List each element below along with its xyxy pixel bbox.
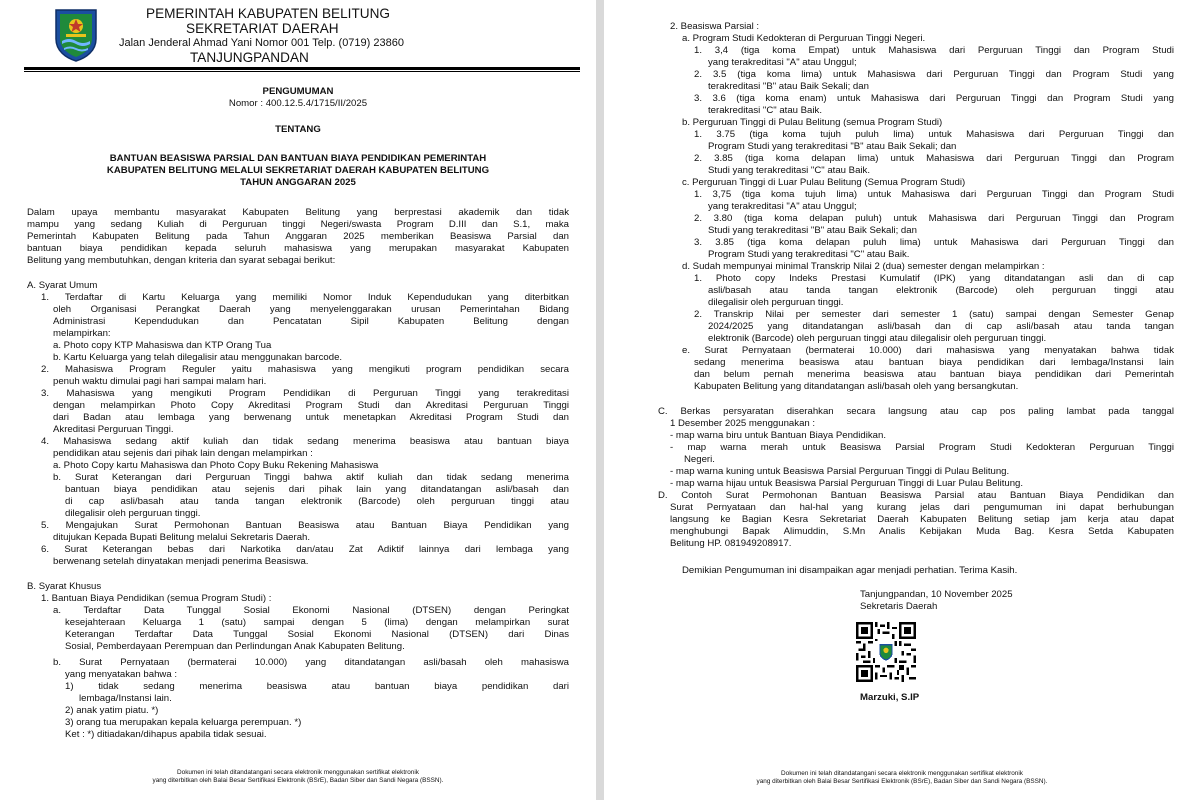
a4b-line: dilegalisir oleh perguruan tinggi. — [65, 508, 201, 519]
letterhead-address: Jalan Jenderal Ahmad Yani Nomor 001 Telp. (0719) 23860 — [119, 37, 404, 49]
a1-line: melampirkan: — [53, 328, 111, 339]
folder-blue-item: - map warna biru untuk Bantuan Biaya Pendidikan. — [670, 430, 886, 441]
a4-line: 4. Mahasiswa sedang aktif kuliah dan tidak sedang menerima beasiswa atau bantuan biaya — [41, 436, 569, 447]
b2a3-line: 3. 3.6 (tiga koma enam) untuk Mahasiswa dari Perguruan Tinggi dan Program Studi yang — [694, 93, 1174, 104]
section-d-line: menghubungi Bapak Alimuddin, S.Mn Analis Kebijakan Muda Bag. Kesra Setda Kabupaten — [670, 526, 1174, 537]
section-d-line: D. Contoh Surat Permohonan Bantuan Beasiswa Parsial atau Bantuan Biaya Pendidikan dan — [658, 490, 1174, 501]
b1a-line: a. Terdaftar Data Tunggal Sosial Ekonomi Nasional (DTSEN) dengan Peringkat — [53, 605, 569, 616]
a3-line: Akreditasi Perguruan Tinggi. — [53, 424, 174, 435]
b2d2-line: 2024/2025 yang ditandatangan asli/basah dan di cap asli/basah atau tanda tangan — [708, 321, 1174, 332]
a1b-item: b. Kartu Keluarga yang telah dilegalisir atau menggunakan barcode. — [53, 352, 343, 363]
letterhead-government: PEMERINTAH KABUPATEN BELITUNG — [146, 6, 390, 21]
intro-line: bantuan biaya pendidikan kepada seluruh mahasiswa yang merupakan masyarakat Kabupaten — [27, 243, 569, 254]
a5-line: ditujukan Kepada Bupati Belitung melalui Sekretaris Daerah. — [53, 532, 311, 543]
b2d2-line: 2. Transkrip Nilai per semester dari semester 1 (satu) sampai dengan Semester Genap — [694, 309, 1174, 320]
belitung-regency-emblem-icon — [52, 7, 100, 63]
section-b-heading: B. Syarat Khusus — [27, 581, 102, 592]
a5-line: 5. Mengajukan Surat Permohonan Bantuan Beasiswa atau Bantuan Biaya Pendidikan yang — [41, 520, 569, 531]
intro-line: mampu yang sedang Kuliah di Perguruan tinggi Negeri/swasta Program D.III dan S.1, maka — [27, 219, 569, 230]
b2d1-line: 1. Photo copy Indeks Prestasi Kumulatif (IPK) yang ditandatangan asli dan di cap — [694, 273, 1174, 284]
a6-line: berwenang setelah dinyatakan menjadi penerima Beasiswa. — [53, 556, 309, 567]
note-text: Ket : *) ditiadakan/dihapus apabila tidak sesuai. — [65, 729, 267, 740]
footer-esign-line: yang diterbitkan oleh Balai Besar Sertifikasi Elektronik (BSrE), Badan Siber dan Sandi Negara (BSSN). — [152, 777, 444, 784]
b2a2-line: terakreditasi "B" atau Baik Sekali; dan — [708, 81, 869, 92]
folder-green-item: - map warna hijau untuk Beasiswa Parsial Perguruan Tinggi di Luar Pulau Belitung. — [670, 478, 1024, 489]
a2-line: penuh waktu dimulai pagi hari sampai malam hari. — [53, 376, 267, 387]
title-line: BANTUAN BEASISWA PARSIAL DAN BANTUAN BIAYA PENDIDIKAN PEMERINTAH — [109, 153, 487, 164]
b2d1-line: dilegalisir oleh perguruan tinggi. — [708, 297, 844, 308]
b1-heading: 1. Bantuan Biaya Pendidikan (semua Program Studi) : — [41, 593, 272, 604]
a4b-line: b. Surat Keterangan dari Perguruan Tinggi bahwa aktif kuliah dan tidak sedang menerima — [53, 472, 569, 483]
b2c3-line: Program Studi yang terakreditasi "C" atau Baik. — [708, 249, 910, 260]
title-line: KABUPATEN BELITUNG MELALUI SEKRETARIAT DAERAH KABUPATEN BELITUNG — [106, 165, 490, 176]
section-a-heading: A. Syarat Umum — [27, 280, 98, 291]
b1b1-line: 1) tidak sedang menerima beasiswa atau bantuan biaya pendidikan dari — [65, 681, 569, 692]
announcement-heading: PENGUMUMAN — [262, 86, 334, 97]
letterhead-rule-thin — [24, 71, 580, 72]
b1b-line: b. Surat Pernyataan (bermaterai 10.000) yang ditandatangan asli/basah oleh mahasiswa — [53, 657, 569, 668]
b2a3-line: terakreditasi "C" atau Baik. — [708, 105, 822, 116]
b2d2-line: elektronik (Barcode) oleh perguruan tinggi atau dilegalisir oleh perguruan tinggi. — [708, 333, 1047, 344]
footer-esign-line: Dokumen ini telah ditandatangani secara elektronik menggunakan sertifikat elektronik — [177, 769, 419, 776]
b2d1-line: asli/basah atau tanda tangan elektronik (Barcode) oleh perguruan tinggi atau — [708, 285, 1174, 296]
folder-red-item: - map warna merah untuk Beasiswa Parsial Program Studi Kedokteran Perguruan Tinggi — [670, 442, 1174, 453]
a3-line: 3. Mahasiswa yang mengikuti Program Pendidikan di Perguruan Tinggi yang terakreditasi — [41, 388, 569, 399]
document-page-left — [0, 0, 596, 800]
announcement-tentang: TENTANG — [275, 124, 321, 135]
closing-statement: Demikian Pengumuman ini disampaikan agar menjadi perhatian. Terima Kasih. — [682, 565, 1018, 576]
b2b-heading: b. Perguruan Tinggi di Pulau Belitung (semua Program Studi) — [682, 117, 943, 128]
b2a1-line: 1. 3,4 (tiga koma Empat) untuk Mahasiswa dari Perguruan Tinggi dan Program Studi — [694, 45, 1174, 56]
footer-esign-line: yang diterbitkan oleh Balai Besar Sertifikasi Elektronik (BSrE), Badan Siber dan Sandi Negara (BSSN). — [756, 778, 1048, 785]
a4b-line: di cap asli/basah atau tanda tangan elektronik (Barcode) oleh perguruan tinggi atau — [65, 496, 569, 507]
title-line: TAHUN ANGGARAN 2025 — [240, 177, 356, 188]
b2c1-line: yang terakreditasi "A" atau Unggul; — [708, 201, 857, 212]
a3-line: dari Badan atau lembaga yang berwenang untuk menetapkan Akreditasi Program Studi dan — [53, 412, 569, 423]
b2b2-line: Studi yang terakreditasi "C" atau Baik. — [708, 165, 870, 176]
a2-line: 2. Mahasiswa Program Reguler yaitu mahasiswa yang mengikuti program pendidikan secara — [41, 364, 569, 375]
a1a-item: a. Photo copy KTP Mahasiswa dan KTP Orang Tua — [53, 340, 272, 351]
b2c2-line: 2. 3.80 (tiga koma delapan puluh) untuk Mahasiswa dari Perguruan Tinggi dan Program — [694, 213, 1174, 224]
a1-line: 1. Terdaftar di Kartu Keluarga yang memiliki Nomor Induk Kependudukan yang diterbitkan — [41, 292, 569, 303]
section-d-line: langsung ke Bagian Kesra Sekretariat Daerah Kabupaten Belitung setiap jam kerja atau dapat — [670, 514, 1174, 525]
intro-line: Pemerintah Kabupaten Belitung pada Tahun Anggaran 2025 memberikan Beasiswa Parsial dan — [27, 231, 569, 242]
b2c2-line: Studi yang terakreditasi "B" atau Baik Sekali; dan — [708, 225, 917, 236]
b2a-heading: a. Program Studi Kedokteran di Perguruan Tinggi Negeri. — [682, 33, 926, 44]
a4a-item: a. Photo Copy kartu Mahasiswa dan Photo Copy Buku Rekening Mahasiswa — [53, 460, 379, 471]
intro-line: Belitung yang membutuhkan, dengan kriteria dan syarat sebagai berikut: — [27, 255, 336, 266]
b2a2-line: 2. 3.5 (tiga koma lima) untuk Mahasiswa dari Perguruan Tinggi dan Program Studi yang — [694, 69, 1174, 80]
b1b3-item: 3) orang tua merupakan kepala keluarga perempuan. *) — [65, 717, 302, 728]
b2e-line: e. Surat Pernyataan (bermaterai 10.000) dari mahasiswa yang menyatakan bahwa tidak — [682, 345, 1174, 356]
b2e-line: dan belum pernah menerima beasiswa atau bantuan biaya pendidikan dari Pemerintah — [694, 369, 1174, 380]
a4b-line: bantuan biaya pendidikan atau sejenis dari pihak lain yang ditandatangan asli/basah dan — [65, 484, 569, 495]
signature-place-date: Tanjungpandan, 10 November 2025 — [860, 589, 1013, 600]
section-c-line: C. Berkas persyaratan diserahkan secara langsung atau cap pos paling lambat pada tanggal — [658, 406, 1174, 417]
announcement-number: Nomor : 400.12.5.4/1715/II/2025 — [228, 98, 368, 109]
b1a-line: Sosial, Pemberdayaan Perempuan dan Perlindungan Anak Kabupaten Belitung. — [65, 641, 405, 652]
letterhead-rule-thick — [24, 67, 580, 70]
b2b2-line: 2. 3.85 (tiga koma delapan lima) untuk Mahasiswa dari Perguruan Tinggi dan Program — [694, 153, 1174, 164]
section-c-line: 1 Desember 2025 menggunakan : — [670, 418, 816, 429]
electronic-signature-qr-code-icon — [856, 622, 916, 682]
folder-yellow-item: - map warna kuning untuk Beasiswa Parsial Perguruan Tinggi di Pulau Belitung. — [670, 466, 1010, 477]
signature-title: Sekretaris Daerah — [860, 601, 938, 612]
intro-line: Dalam upaya membantu masyarakat Kabupaten Belitung yang berprestasi akademik dan tidak — [27, 207, 569, 218]
a6-line: 6. Surat Keterangan bebas dari Narkotika dan/atau Zat Adiktif lainnya dari lembaga yang — [41, 544, 569, 555]
b2a1-line: yang terakreditasi "A" atau Unggul; — [708, 57, 857, 68]
b1a-line: kesejahteraan Keluarga 1 (satu) sampai dengan 5 (lima) dengan melampirkan surat — [65, 617, 569, 628]
b2e-line: Kabupaten Belitung yang ditandatangan asli/basah oleh yang bersangkutan. — [694, 381, 1019, 392]
document-page-right — [604, 0, 1200, 800]
a1-line: Administrasi Kependudukan dan Pencatatan Sipil Kabupaten Belitung dengan — [53, 316, 569, 327]
b2-heading: 2. Beasiswa Parsial : — [670, 21, 760, 32]
signer-name: Marzuki, S.IP — [860, 692, 920, 703]
a3-line: dengan melampirkan Photo Copy Akreditasi Program Studi dan Akreditasi Perguruan Tinggi — [53, 400, 569, 411]
letterhead-city: TANJUNGPANDAN — [190, 50, 309, 65]
b2d-heading: d. Sudah mempunyai minimal Transkrip Nilai 2 (dua) semester dengan melampirkan : — [682, 261, 1045, 272]
b2c3-line: 3. 3.85 (tiga koma delapan puluh lima) untuk Mahasiswa dari Perguruan Tinggi dan — [694, 237, 1174, 248]
b2b1-line: 1. 3.75 (tiga koma tujuh puluh lima) untuk Mahasiswa dari Perguruan Tinggi dan — [694, 129, 1174, 140]
footer-esign-line: Dokumen ini telah ditandatangani secara elektronik menggunakan sertifikat elektronik — [781, 770, 1023, 777]
b2e-line: sedang menerima beasiswa atau bantuan biaya pendidikan dari lembaga/Instansi lain — [694, 357, 1174, 368]
b2c-heading: c. Perguruan Tinggi di Luar Pulau Belitung (Semua Program Studi) — [682, 177, 966, 188]
b2b1-line: Program Studi yang terakreditasi "B" atau Baik Sekali; dan — [708, 141, 957, 152]
a4-line: pendidikan atau sejenis dari pihak lain dengan melampirkan : — [53, 448, 313, 459]
b1b1-line: lembaga/Instansi lain. — [79, 693, 172, 704]
b1b-line: yang menyatakan bahwa : — [65, 669, 178, 680]
section-d-line: Belitung HP. 081949208917. — [670, 538, 792, 549]
letterhead-secretariat: SEKRETARIAT DAERAH — [186, 21, 339, 36]
a1-line: oleh Organisasi Perangkat Daerah yang menyelenggarakan urusan Pemerintahan Bidang — [53, 304, 569, 315]
b2c1-line: 1. 3,75 (tiga koma tujuh lima) untuk Mahasiswa dari Perguruan Tinggi dan Program Studi — [694, 189, 1174, 200]
folder-red-item: Negeri. — [684, 454, 715, 465]
b1a-line: Keterangan Terdaftar Data Tunggal Sosial Ekonomi Nasional (DTSEN) dari Dinas — [65, 629, 569, 640]
b1b2-item: 2) anak yatim piatu. *) — [65, 705, 159, 716]
section-d-line: Surat Pernyataan dan hal-hal yang kurang jelas dari pengumuman ini dapat berhubungan — [670, 502, 1174, 513]
